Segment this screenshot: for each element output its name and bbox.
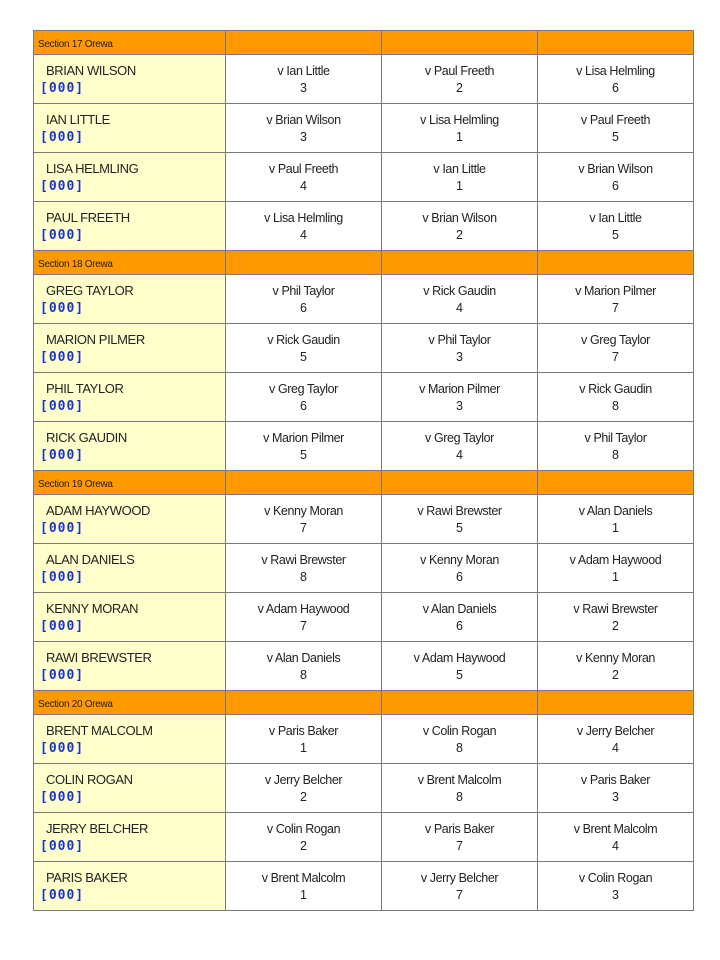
opponent-name: v Paul Freeth (424, 63, 495, 78)
match-number: 2 (612, 667, 619, 682)
player-row (34, 764, 694, 813)
match-number: 5 (612, 129, 619, 144)
match-cell-round-1 (226, 813, 382, 862)
match-number: 6 (612, 80, 619, 95)
player-name: IAN LITTLE (46, 111, 110, 127)
match-cell-round-2 (382, 593, 538, 642)
player-score: [000] (40, 740, 85, 756)
player-score: [000] (40, 349, 85, 365)
match-cell-round-3 (538, 813, 694, 862)
match-number: 6 (612, 178, 619, 193)
section-title-cell (34, 251, 226, 275)
match-cell-round-3 (538, 104, 694, 153)
match-number: 7 (612, 349, 619, 364)
match-cell-round-1 (226, 422, 382, 471)
match-cell-round-1 (226, 153, 382, 202)
section-header-blank-cell (226, 251, 382, 275)
match-cell-round-3 (538, 275, 694, 324)
match-cell-round-3 (538, 422, 694, 471)
player-score: [000] (40, 178, 85, 194)
player-score: [000] (40, 129, 85, 145)
match-number: 7 (300, 520, 307, 535)
opponent-name: v Brian Wilson (578, 161, 653, 176)
match-number: 1 (456, 178, 463, 193)
match-cell-round-2 (382, 495, 538, 544)
match-cell-round-2 (382, 275, 538, 324)
section-title-cell (34, 691, 226, 715)
match-cell-round-2 (382, 324, 538, 373)
player-name: ALAN DANIELS (46, 551, 135, 567)
player-row (34, 324, 694, 373)
opponent-name: v Marion Pilmer (263, 430, 344, 445)
player-name-cell (34, 544, 226, 593)
player-name-cell (34, 104, 226, 153)
section-header-blank-cell (382, 251, 538, 275)
match-cell-round-3 (538, 544, 694, 593)
player-name: ADAM HAYWOOD (46, 502, 151, 518)
player-row (34, 495, 694, 544)
section-header-blank-cell (226, 691, 382, 715)
player-name: RAWI BREWSTER (46, 649, 152, 665)
opponent-name: v Rawi Brewster (261, 552, 346, 567)
player-score: [000] (40, 300, 85, 316)
match-number: 8 (456, 789, 463, 804)
player-score: [000] (40, 838, 85, 854)
match-cell-round-1 (226, 862, 382, 911)
match-number: 1 (300, 740, 307, 755)
section-title-cell (34, 31, 226, 55)
match-cell-round-2 (382, 813, 538, 862)
opponent-name: v Greg Taylor (269, 381, 338, 396)
opponent-name: v Paris Baker (580, 772, 651, 787)
match-number: 3 (456, 349, 463, 364)
opponent-name: v Brian Wilson (422, 210, 497, 225)
section-header-row (34, 691, 694, 715)
match-cell-round-1 (226, 202, 382, 251)
match-cell-round-2 (382, 715, 538, 764)
section-header-blank-cell (538, 251, 694, 275)
section-header-blank-cell (538, 691, 694, 715)
match-cell-round-3 (538, 153, 694, 202)
match-number: 3 (300, 80, 307, 95)
player-name-cell (34, 202, 226, 251)
player-row (34, 715, 694, 764)
opponent-name: v Brian Wilson (266, 112, 341, 127)
opponent-name: v Kenny Moran (420, 552, 499, 567)
player-name-cell (34, 422, 226, 471)
match-cell-round-3 (538, 642, 694, 691)
player-name: BRIAN WILSON (46, 62, 136, 78)
match-cell-round-1 (226, 642, 382, 691)
opponent-name: v Jerry Belcher (576, 723, 655, 738)
opponent-name: v Rick Gaudin (423, 283, 496, 298)
match-number: 3 (456, 398, 463, 413)
match-number: 7 (456, 887, 463, 902)
match-number: 4 (612, 838, 619, 853)
match-number: 6 (456, 618, 463, 633)
opponent-name: v Colin Rogan (422, 723, 497, 738)
section-header-blank-cell (382, 471, 538, 495)
player-score: [000] (40, 227, 85, 243)
player-name-cell (34, 55, 226, 104)
opponent-name: v Rawi Brewster (417, 503, 502, 518)
opponent-name: v Lisa Helmling (576, 63, 655, 78)
match-number: 4 (456, 447, 463, 462)
match-cell-round-2 (382, 642, 538, 691)
match-number: 8 (300, 667, 307, 682)
section-header-blank-cell (382, 31, 538, 55)
player-row (34, 544, 694, 593)
match-number: 1 (456, 129, 463, 144)
opponent-name: v Lisa Helmling (264, 210, 343, 225)
opponent-name: v Paris Baker (268, 723, 339, 738)
match-number: 5 (456, 667, 463, 682)
match-number: 5 (300, 349, 307, 364)
player-name: PAUL FREETH (46, 209, 130, 225)
opponent-name: v Rick Gaudin (267, 332, 340, 347)
opponent-name: v Brent Malcolm (417, 772, 502, 787)
match-cell-round-1 (226, 104, 382, 153)
player-row (34, 642, 694, 691)
match-number: 1 (612, 569, 619, 584)
section-header-blank-cell (226, 31, 382, 55)
player-score: [000] (40, 80, 85, 96)
player-score: [000] (40, 789, 85, 805)
player-row (34, 275, 694, 324)
match-cell-round-1 (226, 593, 382, 642)
match-number: 1 (612, 520, 619, 535)
match-cell-round-3 (538, 202, 694, 251)
opponent-name: v Alan Daniels (578, 503, 653, 518)
player-name: LISA HELMLING (46, 160, 139, 176)
match-cell-round-3 (538, 373, 694, 422)
match-cell-round-3 (538, 495, 694, 544)
match-number: 4 (300, 178, 307, 193)
section-header-row (34, 31, 694, 55)
player-name-cell (34, 275, 226, 324)
opponent-name: v Ian Little (277, 63, 330, 78)
player-score: [000] (40, 887, 85, 903)
match-number: 2 (612, 618, 619, 633)
match-number: 4 (300, 227, 307, 242)
match-cell-round-1 (226, 55, 382, 104)
player-name: PHIL TAYLOR (46, 380, 124, 396)
match-cell-round-3 (538, 715, 694, 764)
opponent-name: v Jerry Belcher (264, 772, 343, 787)
match-number: 6 (456, 569, 463, 584)
match-number: 2 (456, 227, 463, 242)
match-cell-round-2 (382, 422, 538, 471)
match-cell-round-2 (382, 373, 538, 422)
player-score: [000] (40, 618, 85, 634)
match-cell-round-1 (226, 275, 382, 324)
player-name: RICK GAUDIN (46, 429, 127, 445)
opponent-name: v Brent Malcolm (573, 821, 658, 836)
opponent-name: v Ian Little (589, 210, 642, 225)
player-row (34, 202, 694, 251)
opponent-name: v Paris Baker (424, 821, 495, 836)
player-row (34, 862, 694, 911)
player-name-cell (34, 324, 226, 373)
opponent-name: v Adam Haywood (257, 601, 350, 616)
player-name: PARIS BAKER (46, 869, 128, 885)
opponent-name: v Kenny Moran (264, 503, 343, 518)
opponent-name: v Greg Taylor (425, 430, 494, 445)
opponent-name: v Phil Taylor (428, 332, 491, 347)
opponent-name: v Colin Rogan (578, 870, 653, 885)
match-cell-round-1 (226, 324, 382, 373)
match-cell-round-1 (226, 764, 382, 813)
match-number: 8 (612, 447, 619, 462)
opponent-name: v Paul Freeth (268, 161, 339, 176)
section-title: Section 19 Orewa (38, 478, 113, 490)
opponent-name: v Colin Rogan (266, 821, 341, 836)
player-row (34, 422, 694, 471)
section-header-blank-cell (382, 691, 538, 715)
player-row (34, 55, 694, 104)
match-number: 5 (612, 227, 619, 242)
match-number: 2 (300, 838, 307, 853)
match-number: 2 (456, 80, 463, 95)
opponent-name: v Adam Haywood (569, 552, 662, 567)
match-number: 7 (456, 838, 463, 853)
match-cell-round-3 (538, 324, 694, 373)
match-cell-round-3 (538, 764, 694, 813)
match-number: 3 (612, 887, 619, 902)
player-name: JERRY BELCHER (46, 820, 148, 836)
match-cell-round-2 (382, 544, 538, 593)
player-score: [000] (40, 447, 85, 463)
section-header-row (34, 251, 694, 275)
player-name: MARION PILMER (46, 331, 145, 347)
match-number: 4 (612, 740, 619, 755)
match-cell-round-3 (538, 55, 694, 104)
match-cell-round-1 (226, 715, 382, 764)
match-number: 8 (612, 398, 619, 413)
match-cell-round-2 (382, 764, 538, 813)
match-cell-round-2 (382, 55, 538, 104)
match-cell-round-2 (382, 202, 538, 251)
player-row (34, 104, 694, 153)
player-name-cell (34, 642, 226, 691)
opponent-name: v Alan Daniels (266, 650, 341, 665)
opponent-name: v Phil Taylor (272, 283, 335, 298)
draw-table-body (34, 31, 694, 911)
player-score: [000] (40, 569, 85, 585)
match-cell-round-1 (226, 544, 382, 593)
match-cell-round-3 (538, 862, 694, 911)
opponent-name: v Marion Pilmer (419, 381, 500, 396)
match-number: 1 (300, 887, 307, 902)
match-number: 5 (456, 520, 463, 535)
opponent-name: v Adam Haywood (413, 650, 506, 665)
section-title: Section 17 Orewa (38, 38, 113, 50)
player-score: [000] (40, 398, 85, 414)
player-name-cell (34, 153, 226, 202)
section-header-blank-cell (538, 471, 694, 495)
opponent-name: v Brent Malcolm (261, 870, 346, 885)
match-cell-round-3 (538, 593, 694, 642)
player-name: GREG TAYLOR (46, 282, 134, 298)
player-name-cell (34, 373, 226, 422)
player-row (34, 153, 694, 202)
match-number: 2 (300, 789, 307, 804)
section-title: Section 18 Orewa (38, 258, 113, 270)
opponent-name: v Phil Taylor (584, 430, 647, 445)
match-number: 8 (300, 569, 307, 584)
match-cell-round-2 (382, 104, 538, 153)
opponent-name: v Paul Freeth (580, 112, 651, 127)
section-header-blank-cell (226, 471, 382, 495)
match-number: 4 (456, 300, 463, 315)
match-cell-round-2 (382, 862, 538, 911)
player-name-cell (34, 495, 226, 544)
player-score: [000] (40, 667, 85, 683)
match-number: 6 (300, 300, 307, 315)
section-header-blank-cell (538, 31, 694, 55)
section-title: Section 20 Orewa (38, 698, 113, 710)
match-number: 5 (300, 447, 307, 462)
opponent-name: v Marion Pilmer (575, 283, 656, 298)
player-name-cell (34, 715, 226, 764)
player-score: [000] (40, 520, 85, 536)
player-name: COLIN ROGAN (46, 771, 133, 787)
opponent-name: v Lisa Helmling (420, 112, 499, 127)
opponent-name: v Greg Taylor (581, 332, 650, 347)
section-header-row (34, 471, 694, 495)
player-name: KENNY MORAN (46, 600, 139, 616)
player-row (34, 813, 694, 862)
opponent-name: v Rawi Brewster (573, 601, 658, 616)
opponent-name: v Kenny Moran (576, 650, 655, 665)
player-name-cell (34, 862, 226, 911)
match-number: 7 (300, 618, 307, 633)
opponent-name: v Jerry Belcher (420, 870, 499, 885)
opponent-name: v Alan Daniels (422, 601, 497, 616)
match-number: 6 (300, 398, 307, 413)
match-cell-round-2 (382, 153, 538, 202)
player-name-cell (34, 813, 226, 862)
section-draw-table (33, 30, 694, 911)
match-number: 8 (456, 740, 463, 755)
opponent-name: v Rick Gaudin (579, 381, 652, 396)
player-name: BRENT MALCOLM (46, 722, 153, 738)
player-row (34, 593, 694, 642)
player-row (34, 373, 694, 422)
match-cell-round-1 (226, 495, 382, 544)
section-title-cell (34, 471, 226, 495)
match-cell-round-1 (226, 373, 382, 422)
player-name-cell (34, 764, 226, 813)
match-number: 3 (612, 789, 619, 804)
player-name-cell (34, 593, 226, 642)
opponent-name: v Ian Little (433, 161, 486, 176)
match-number: 3 (300, 129, 307, 144)
match-number: 7 (612, 300, 619, 315)
